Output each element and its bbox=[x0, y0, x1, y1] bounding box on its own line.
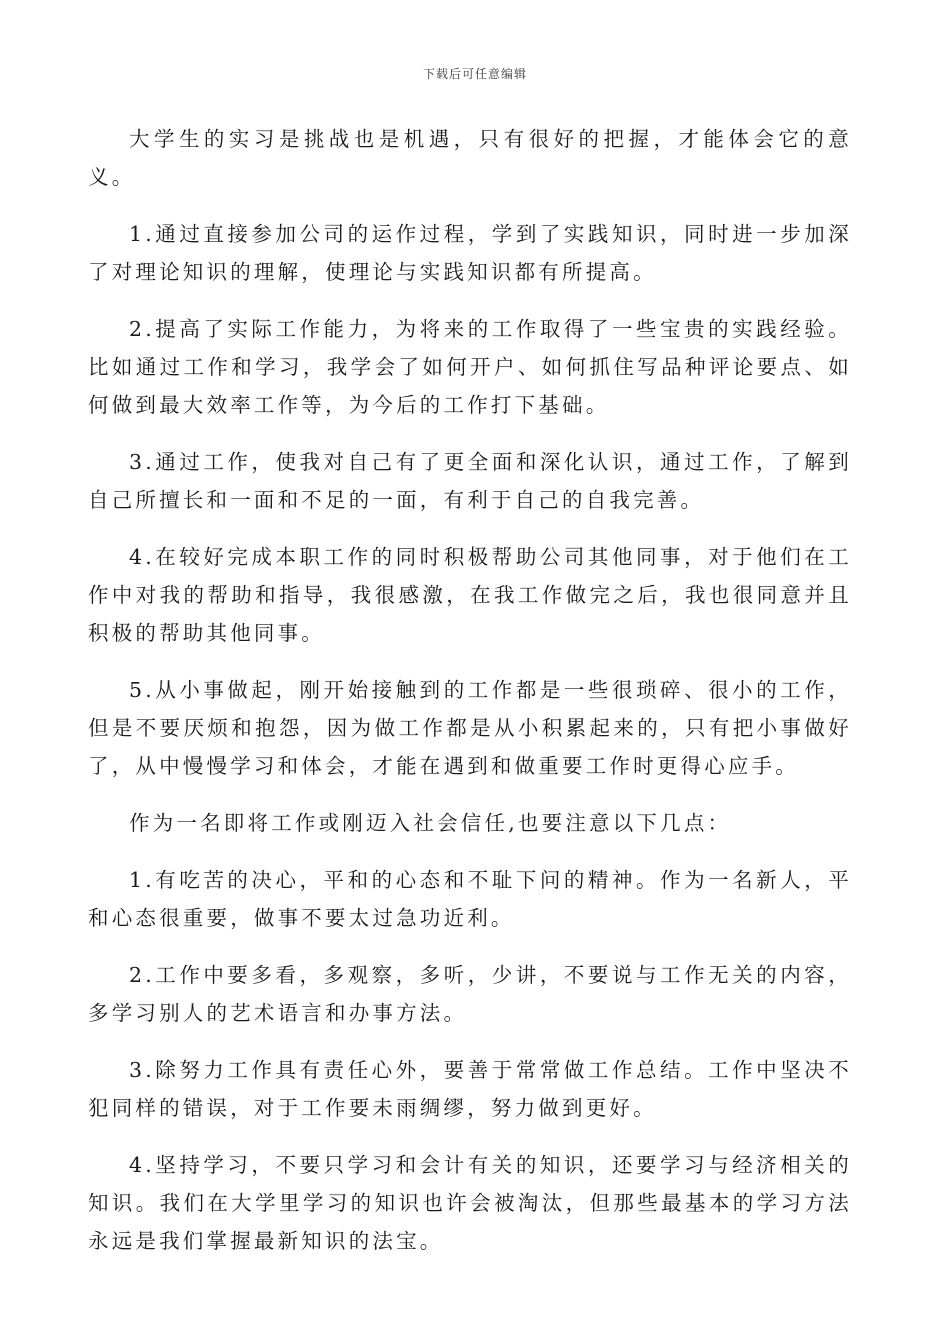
paragraph-item-4: 4.在较好完成本职工作的同时积极帮助公司其他同事，对于他们在工作中对我的帮助和指导，我很感激，在我工作做完之后，我也很同意并且积极的帮助其他同事。 bbox=[88, 545, 852, 645]
paragraph-item-5: 5.从小事做起，刚开始接触到的工作都是一些很琐碎、很小的工作，但是不要厌烦和抱怨，因为做工作都是从小积累起来的，只有把小事做好了，从中慢慢学习和体会，才能在遇到和做重要工作时更得心应手。 bbox=[88, 678, 852, 778]
paragraph-item-1: 1.通过直接参加公司的运作过程，学到了实践知识，同时进一步加深了对理论知识的理解，使理论与实践知识都有所提高。 bbox=[88, 222, 852, 284]
document-body bbox=[88, 120, 852, 1279]
paragraph-advice-1: 1.有吃苦的决心，平和的心态和不耻下问的精神。作为一名新人，平和心态很重要，做事不要太过急功近利。 bbox=[88, 868, 852, 930]
paragraph-item-3: 3.通过工作，使我对自己有了更全面和深化认识，通过工作，了解到自己所擅长和一面和不足的一面，有利于自己的自我完善。 bbox=[88, 450, 852, 512]
paragraph-advice-3: 3.除努力工作具有责任心外，要善于常常做工作总结。工作中坚决不犯同样的错误，对于工作要未雨绸缪，努力做到更好。 bbox=[88, 1058, 852, 1120]
paragraph-advice-intro: 作为一名即将工作或刚迈入社会信任,也要注意以下几点： bbox=[129, 811, 732, 835]
paragraph-advice-2: 2.工作中要多看，多观察，多听，少讲，不要说与工作无关的内容，多学习别人的艺术语言和办事方法。 bbox=[88, 963, 852, 1025]
paragraph-intro: 大学生的实习是挑战也是机遇，只有很好的把握，才能体会它的意义。 bbox=[88, 127, 852, 189]
paragraph-item-2: 2.提高了实际工作能力，为将来的工作取得了一些宝贵的实践经验。比如通过工作和学习，我学会了如何开户、如何抓住写品种评论要点、如何做到最大效率工作等，为今后的工作打下基础。 bbox=[88, 317, 852, 417]
page-header: 下载后可任意编辑 bbox=[422, 67, 527, 81]
paragraph-advice-4: 4.坚持学习，不要只学习和会计有关的知识，还要学习与经济相关的知识。我们在大学里学习的知识也许会被淘汰，但那些最基本的学习方法永远是我们掌握最新知识的法宝。 bbox=[88, 1153, 852, 1253]
